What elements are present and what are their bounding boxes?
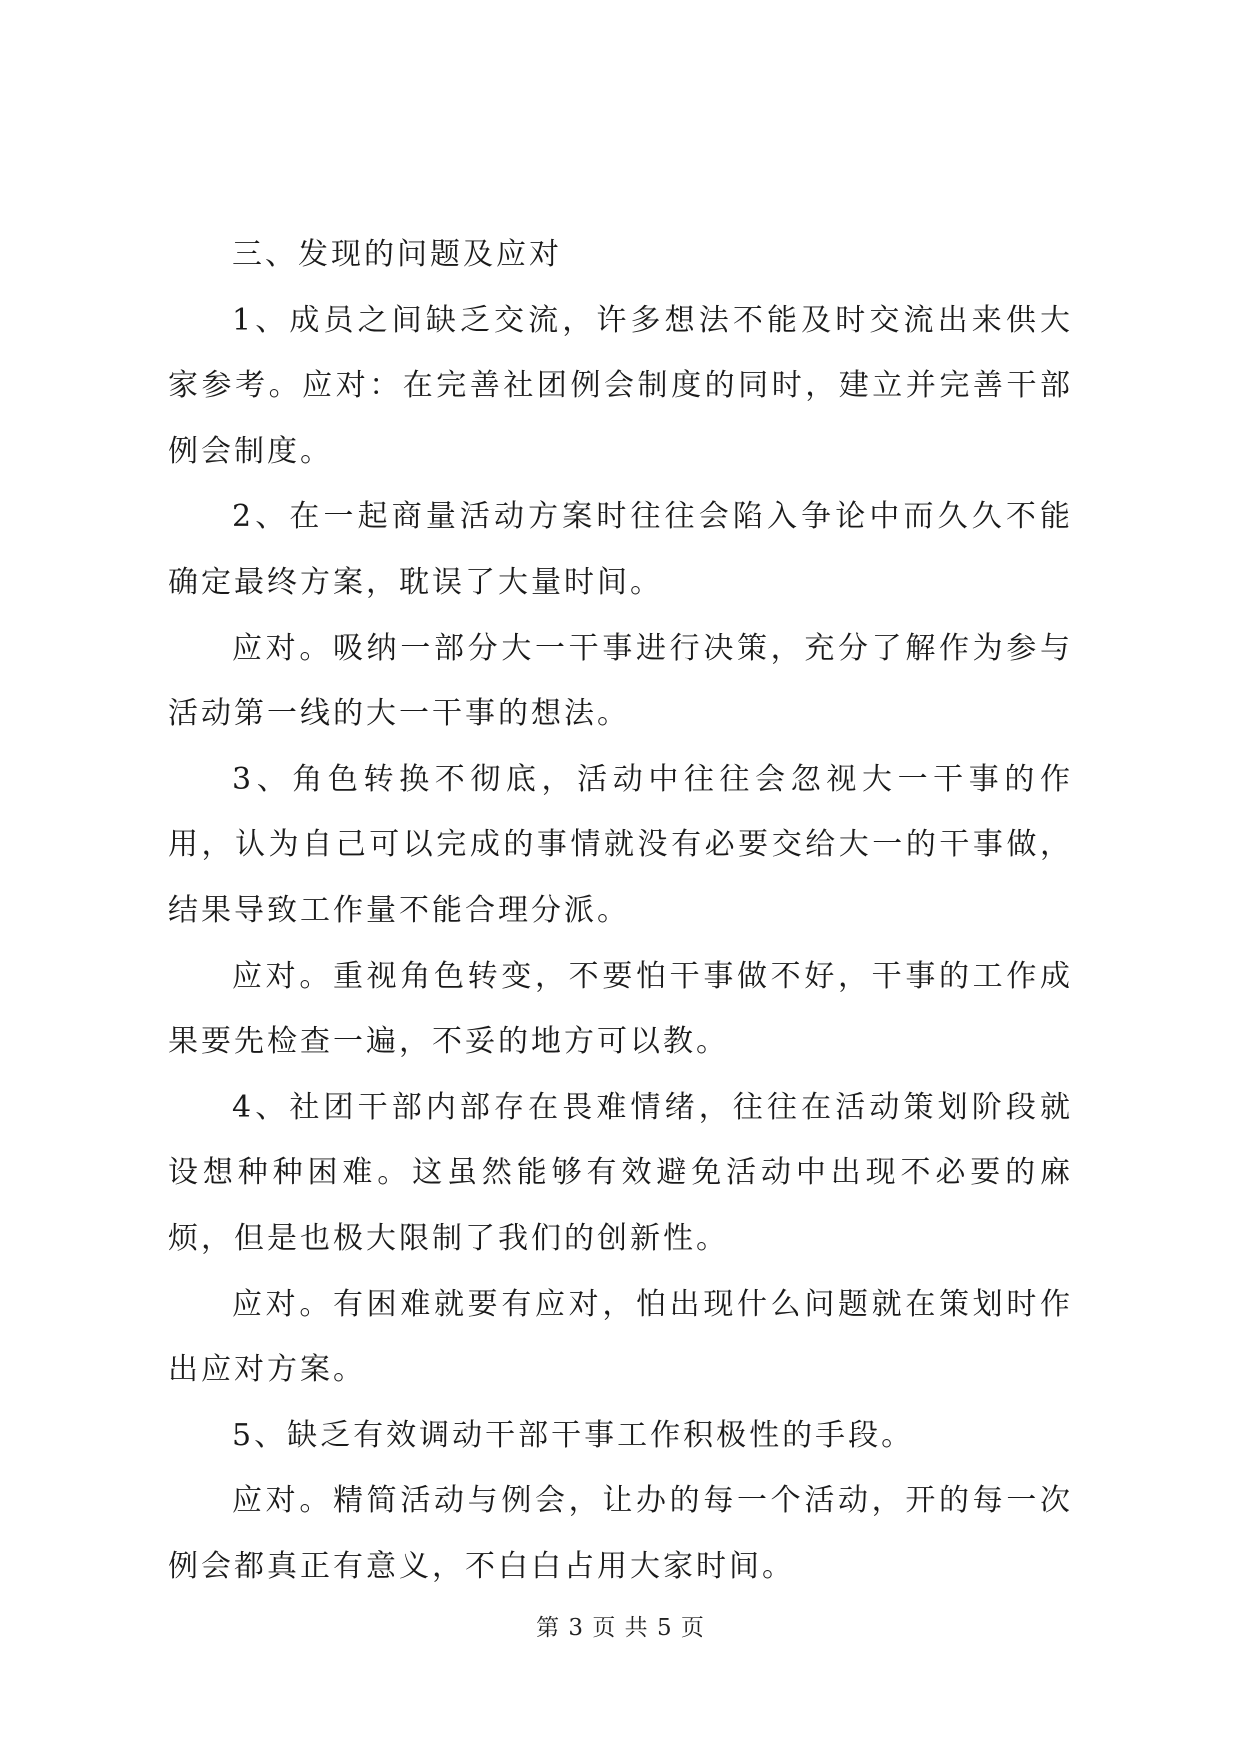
paragraph-8: 5、缺乏有效调动干部干事工作积极性的手段。: [232, 1417, 915, 1453]
paragraph-9: 应对。精简活动与例会，让办的每一个活动，开的每一次例会都真正有意义，不白白占用大家时间。: [168, 1483, 1073, 1584]
paragraph-1: 1、成员之间缺乏交流，许多想法不能及时交流出来供大家参考。应对：在完善社团例会制度的同时，建立并完善干部例会制度。: [168, 302, 1073, 469]
paragraph-4: 3、角色转换不彻底，活动中往往会忽视大一干事的作用，认为自己可以完成的事情就没有必要交给大一的干事做，结果导致工作量不能合理分派。: [168, 761, 1073, 928]
section-heading: 三、发现的问题及应对: [232, 237, 562, 272]
paragraph-6: 4、社团干部内部存在畏难情绪，往往在活动策划阶段就设想种种困难。这虽然能够有效避免活动中出现不必要的麻烦，但是也极大限制了我们的创新性。: [168, 1089, 1073, 1256]
paragraph-3: 应对。吸纳一部分大一干事进行决策，充分了解作为参与活动第一线的大一干事的想法。: [168, 630, 1073, 732]
document-body: [168, 222, 1073, 1599]
paragraph-5: 应对。重视角色转变，不要怕干事做不好，干事的工作成果要先检查一遍，不妥的地方可以教。: [168, 958, 1073, 1060]
paragraph-2: 2、在一起商量活动方案时往往会陷入争论中而久久不能确定最终方案，耽误了大量时间。: [168, 499, 1073, 600]
paragraph-7: 应对。有困难就要有应对，怕出现什么问题就在策划时作出应对方案。: [168, 1286, 1073, 1388]
page-footer: 第 3 页 共 5 页: [536, 1615, 705, 1641]
